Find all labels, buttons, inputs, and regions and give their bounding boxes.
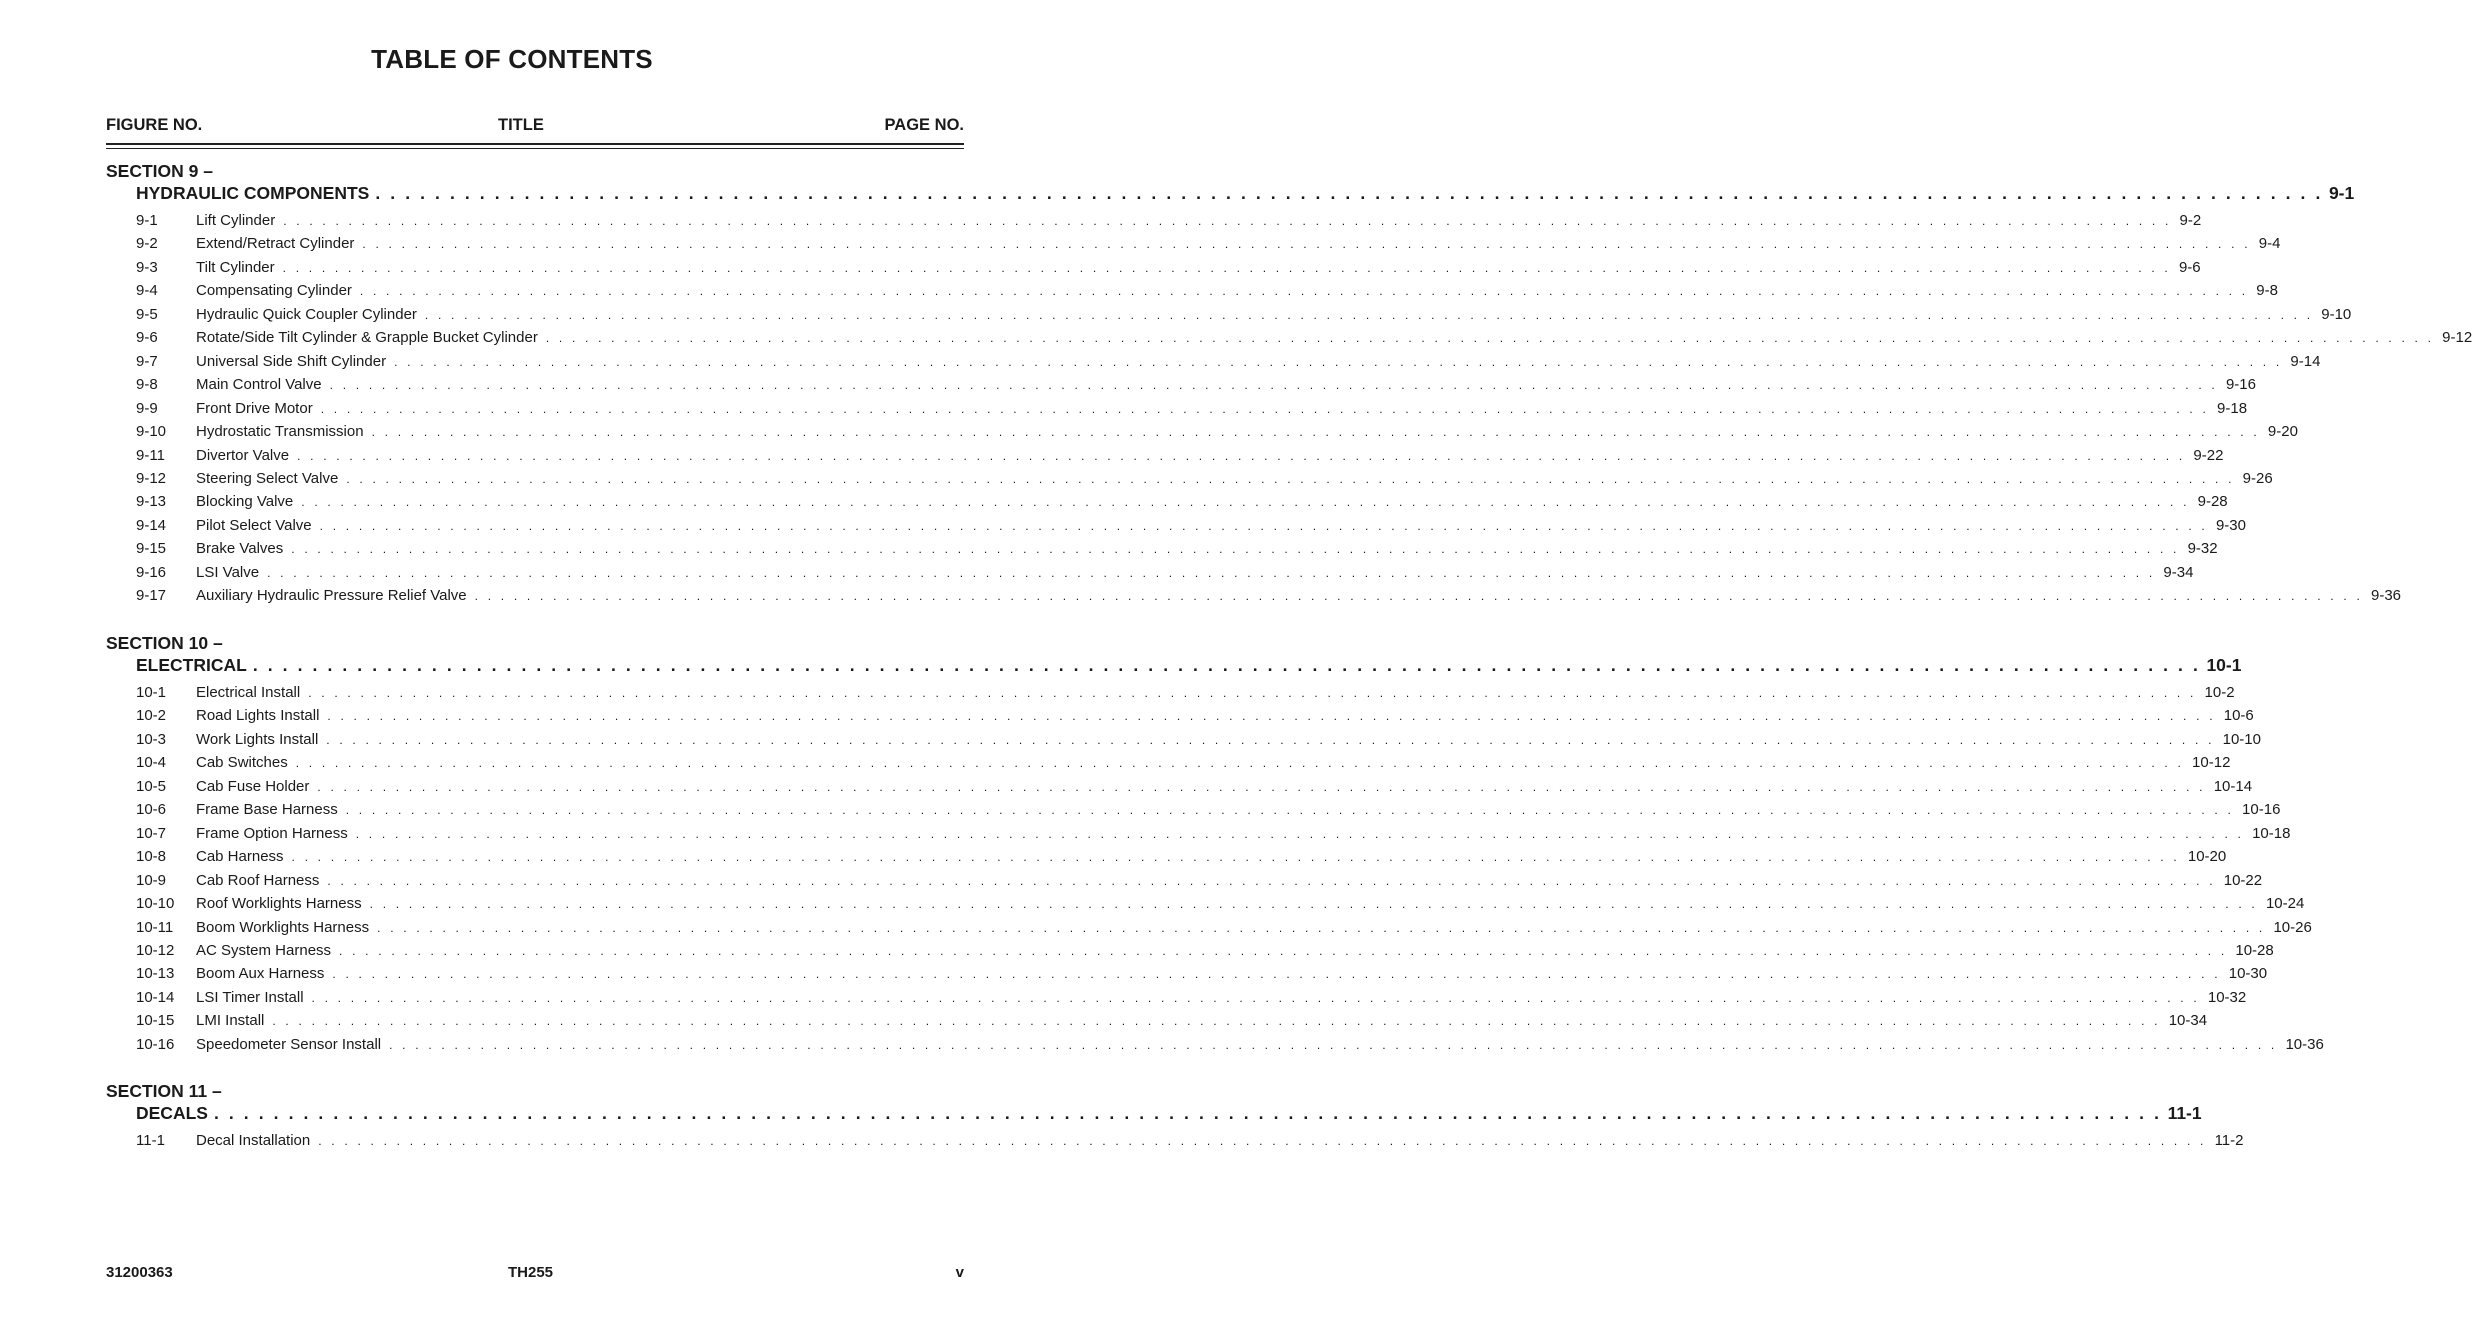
figure-number: 10-13 [136, 965, 175, 983]
toc-entry[interactable] [136, 824, 2291, 844]
entry-title: AC System Harness [196, 941, 332, 959]
figure-number: 9-9 [136, 399, 158, 417]
figure-number: 10-5 [136, 777, 167, 795]
entry-title: Rotate/Side Tilt Cylinder & Grapple Bucket Cylinder [196, 329, 538, 347]
toc-entry[interactable] [136, 305, 2352, 325]
entry-title: Front Drive Motor [196, 399, 313, 417]
entry-title: Auxiliary Hydraulic Pressure Relief Valve [196, 587, 467, 605]
entry-title: LMI Install [196, 1012, 265, 1030]
entry-title: Roof Worklights Harness [196, 895, 362, 913]
dot-leader [332, 964, 2220, 984]
dot-leader [296, 753, 2184, 773]
entry-page: 9-28 [2197, 493, 2228, 511]
page-footer [106, 1264, 964, 1286]
entry-body [196, 211, 2202, 231]
entry-title: Pilot Select Valve [196, 516, 312, 534]
entry-title: Hydrostatic Transmission [196, 423, 364, 441]
entry-title: Speedometer Sensor Install [196, 1035, 382, 1053]
title-header: TITLE [498, 116, 544, 134]
entry-title: Steering Select Valve [196, 469, 339, 487]
entry-page: 10-16 [2242, 801, 2281, 819]
entry-page: 10-14 [2213, 777, 2253, 795]
entry-page: 10-18 [2252, 824, 2291, 842]
dot-leader [394, 352, 2282, 372]
entry-body [196, 753, 2231, 773]
figure-number: 9-10 [136, 423, 167, 441]
dot-leader [346, 469, 2234, 489]
toc-entry[interactable] [136, 539, 2218, 559]
entry-page: 9-12 [2442, 329, 2473, 347]
dot-leader [312, 988, 2200, 1008]
entry-title: Electrical Install [196, 684, 301, 701]
section-page: 10-1 [2206, 655, 2242, 675]
entry-body [196, 918, 2312, 938]
toc-entry[interactable] [136, 586, 2402, 606]
entry-page: 9-14 [2290, 352, 2321, 370]
page-no-header: PAGE NO. [884, 116, 964, 134]
dot-leader [297, 446, 2185, 466]
section-page: 11-1 [2167, 1103, 2202, 1123]
toc-entry[interactable] [136, 918, 2312, 938]
dot-leader [327, 871, 2215, 891]
section-heading[interactable] [136, 1102, 2202, 1124]
entry-title: Brake Valves [196, 540, 284, 558]
toc-entry[interactable] [136, 847, 2227, 867]
column-headers [106, 116, 964, 138]
entry-body [196, 305, 2352, 325]
dot-leader [330, 375, 2218, 395]
entry-page: 9-18 [2217, 399, 2248, 417]
entry-body [196, 328, 2473, 348]
toc-entry[interactable] [136, 563, 2194, 583]
figure-number: 10-4 [136, 754, 167, 772]
dot-leader [318, 1131, 2206, 1151]
figure-number: 11-1 [136, 1132, 165, 1149]
entry-body [196, 492, 2228, 512]
entry-page: 9-4 [2258, 235, 2281, 253]
figure-no-header: FIGURE NO. [106, 116, 203, 134]
toc-entry[interactable] [136, 516, 2246, 536]
dot-leader [301, 492, 2189, 512]
dot-leader [267, 563, 2155, 583]
dot-leader [389, 1035, 2277, 1055]
entry-title: Frame Option Harness [196, 824, 348, 842]
toc-entry[interactable] [136, 258, 2201, 278]
entry-title: Frame Base Harness [196, 801, 338, 819]
entry-body [196, 847, 2227, 867]
entry-title: Cab Roof Harness [196, 871, 320, 889]
dot-leader [377, 918, 2265, 938]
section-heading[interactable] [136, 182, 2355, 204]
toc-entry[interactable] [136, 446, 2224, 466]
toc-entry[interactable] [136, 234, 2281, 254]
entry-page: 10-12 [2192, 754, 2231, 772]
page-number: v [955, 1264, 964, 1281]
dot-leader [546, 328, 2434, 348]
entry-page: 10-10 [2222, 730, 2261, 748]
figure-number: 10-11 [136, 918, 174, 936]
toc-entry[interactable] [136, 352, 2321, 372]
entry-title: Universal Side Shift Cylinder [196, 352, 387, 370]
entry-body [196, 800, 2281, 820]
toc-entry[interactable] [136, 211, 2202, 231]
dot-leader [320, 516, 2208, 536]
figure-number: 10-6 [136, 801, 167, 819]
entry-title: Cab Switches [196, 754, 288, 772]
section-label: SECTION 11 – [106, 1081, 222, 1101]
toc-entry[interactable] [136, 730, 2261, 750]
entry-title: Work Lights Install [196, 730, 319, 748]
entry-title: Extend/Retract Cylinder [196, 235, 355, 253]
figure-number: 9-11 [136, 446, 165, 464]
figure-number: 9-5 [136, 305, 158, 323]
figure-number: 9-1 [136, 212, 158, 229]
entry-page: 9-8 [2256, 282, 2278, 300]
entry-body [196, 1011, 2208, 1031]
entry-body [196, 586, 2402, 606]
dot-leader [214, 1102, 2162, 1124]
entry-body [196, 516, 2246, 536]
toc-entry[interactable] [136, 399, 2248, 419]
toc-entry[interactable] [136, 1035, 2324, 1055]
entry-page: 9-32 [2187, 540, 2218, 558]
toc-entry[interactable] [136, 683, 2235, 703]
entry-page: 10-30 [2228, 965, 2268, 983]
entry-body [196, 871, 2263, 891]
toc-entry[interactable] [136, 375, 2256, 395]
dot-leader [317, 777, 2205, 797]
section-label: SECTION 10 – [106, 633, 223, 653]
figure-number: 10-1 [136, 684, 167, 701]
entry-page: 10-36 [2285, 1035, 2324, 1053]
entry-title: LSI Valve [196, 563, 260, 581]
document-number: 31200363 [106, 1264, 173, 1281]
figure-number: 10-9 [136, 871, 167, 889]
figure-number: 10-2 [136, 707, 167, 725]
entry-page: 10-20 [2187, 848, 2227, 866]
toc-entry[interactable] [136, 941, 2274, 961]
entry-title: Road Lights Install [196, 707, 320, 725]
dot-leader [283, 258, 2171, 278]
entry-page: 10-2 [2204, 684, 2235, 701]
dot-leader [356, 824, 2244, 844]
toc-entry[interactable] [136, 871, 2263, 891]
page-title: TABLE OF CONTENTS [371, 44, 653, 74]
entry-page: 9-22 [2193, 446, 2224, 464]
entry-title: Main Control Valve [196, 376, 322, 394]
entry-body [196, 258, 2201, 278]
entry-title: Boom Worklights Harness [196, 918, 370, 936]
entry-body [196, 563, 2194, 583]
toc-entry[interactable] [136, 1011, 2208, 1031]
toc-entry[interactable] [136, 964, 2268, 984]
entry-body [196, 446, 2224, 466]
section-label: SECTION 9 – [106, 161, 213, 181]
entry-body [196, 1131, 2244, 1151]
entry-page: 9-36 [2370, 587, 2402, 605]
entry-body [196, 824, 2291, 844]
entry-body [196, 894, 2305, 914]
figure-number: 10-3 [136, 730, 167, 748]
dot-leader [425, 305, 2313, 325]
entry-body [196, 469, 2273, 489]
entry-title: Compensating Cylinder [196, 282, 352, 300]
toc-entry[interactable] [136, 469, 2273, 489]
toc-entry[interactable] [136, 328, 2473, 348]
entry-page: 9-30 [2215, 516, 2246, 534]
entry-body [196, 234, 2281, 254]
entry-body [196, 988, 2247, 1008]
entry-title: Divertor Valve [196, 446, 290, 464]
figure-number: 9-17 [136, 587, 167, 605]
figure-number: 9-13 [136, 493, 167, 511]
figure-number: 10-10 [136, 895, 175, 913]
figure-number: 9-4 [136, 282, 158, 300]
figure-number: 9-7 [136, 352, 158, 370]
figure-number: 10-15 [136, 1012, 175, 1030]
figure-number: 9-2 [136, 235, 158, 253]
entry-body [196, 683, 2235, 703]
entry-body [196, 1035, 2324, 1055]
entry-body [196, 706, 2254, 726]
figure-number: 9-16 [136, 563, 167, 581]
dot-leader [326, 730, 2214, 750]
entry-page: 9-10 [2321, 305, 2352, 323]
dot-leader [321, 399, 2209, 419]
dot-leader [375, 182, 2323, 204]
figure-number: 9-15 [136, 540, 167, 558]
section-name: HYDRAULIC COMPONENTS [136, 183, 370, 203]
section-heading[interactable] [136, 654, 2242, 676]
toc-entry[interactable] [136, 1131, 2244, 1151]
section-name: ELECTRICAL [136, 655, 247, 675]
figure-number: 10-7 [136, 824, 167, 842]
dot-leader [339, 941, 2227, 961]
toc-entry[interactable] [136, 894, 2305, 914]
toc-entry[interactable] [136, 706, 2254, 726]
figure-number: 10-8 [136, 848, 167, 866]
entry-page: 9-34 [2163, 563, 2194, 581]
entry-title: Cab Harness [196, 848, 284, 866]
entry-page: 9-16 [2225, 376, 2256, 394]
entry-title: Decal Installation [196, 1132, 311, 1149]
dot-leader [253, 654, 2201, 676]
entry-page: 9-20 [2267, 423, 2298, 441]
figure-number: 9-12 [136, 469, 167, 487]
figure-number: 10-16 [136, 1035, 175, 1053]
entry-body [196, 422, 2298, 442]
figure-number: 9-3 [136, 258, 158, 276]
toc-entry[interactable] [136, 492, 2228, 512]
entry-page: 9-2 [2179, 212, 2202, 229]
toc-entry[interactable] [136, 800, 2281, 820]
entry-title: Blocking Valve [196, 493, 294, 511]
dot-leader [362, 234, 2250, 254]
entry-page: 10-32 [2207, 988, 2247, 1006]
entry-page: 11-2 [2214, 1132, 2244, 1149]
entry-title: Boom Aux Harness [196, 965, 325, 983]
entry-page: 10-6 [2223, 707, 2254, 725]
toc-entry[interactable] [136, 777, 2253, 797]
entry-body [196, 941, 2274, 961]
toc-entry[interactable] [136, 422, 2298, 442]
entry-body [196, 539, 2218, 559]
figure-number: 9-8 [136, 376, 158, 394]
dot-leader [291, 539, 2179, 559]
entry-title: Hydraulic Quick Coupler Cylinder [196, 305, 417, 323]
section-page: 9-1 [2328, 183, 2355, 203]
entry-title: Tilt Cylinder [196, 258, 275, 276]
entry-page: 9-26 [2242, 469, 2273, 487]
figure-number: 9-14 [136, 516, 167, 534]
entry-body [196, 281, 2278, 301]
figure-number: 9-6 [136, 329, 158, 347]
dot-leader [370, 894, 2258, 914]
entry-body [196, 777, 2253, 797]
dot-leader [292, 847, 2180, 867]
toc-entry[interactable] [136, 988, 2247, 1008]
figure-number: 10-12 [136, 941, 175, 959]
dot-leader [308, 683, 2196, 703]
toc-entry[interactable] [136, 753, 2231, 773]
entry-body [196, 730, 2261, 750]
entry-page: 10-22 [2223, 871, 2263, 889]
header-rule [106, 143, 964, 145]
entry-body [196, 375, 2256, 395]
dot-leader [475, 586, 2363, 606]
figure-number: 10-14 [136, 988, 175, 1006]
dot-leader [272, 1011, 2160, 1031]
entry-body [196, 399, 2248, 419]
entry-page: 10-34 [2168, 1012, 2208, 1030]
dot-leader [346, 800, 2234, 820]
dot-leader [360, 281, 2248, 301]
entry-page: 10-28 [2235, 941, 2274, 959]
entry-body [196, 964, 2268, 984]
dot-leader [372, 422, 2260, 442]
entry-page: 10-24 [2265, 895, 2305, 913]
entry-page: 9-6 [2178, 258, 2201, 276]
model-name: TH255 [508, 1264, 554, 1281]
entry-title: Cab Fuse Holder [196, 777, 310, 795]
entry-page: 10-26 [2273, 918, 2312, 936]
entry-title: Lift Cylinder [196, 212, 276, 229]
entry-body [196, 352, 2321, 372]
entry-title: LSI Timer Install [196, 988, 304, 1006]
dot-leader [283, 211, 2171, 231]
dot-leader [327, 706, 2215, 726]
toc-entry[interactable] [136, 281, 2278, 301]
header-rule-thin [106, 148, 964, 149]
section-name: DECALS [136, 1103, 208, 1123]
